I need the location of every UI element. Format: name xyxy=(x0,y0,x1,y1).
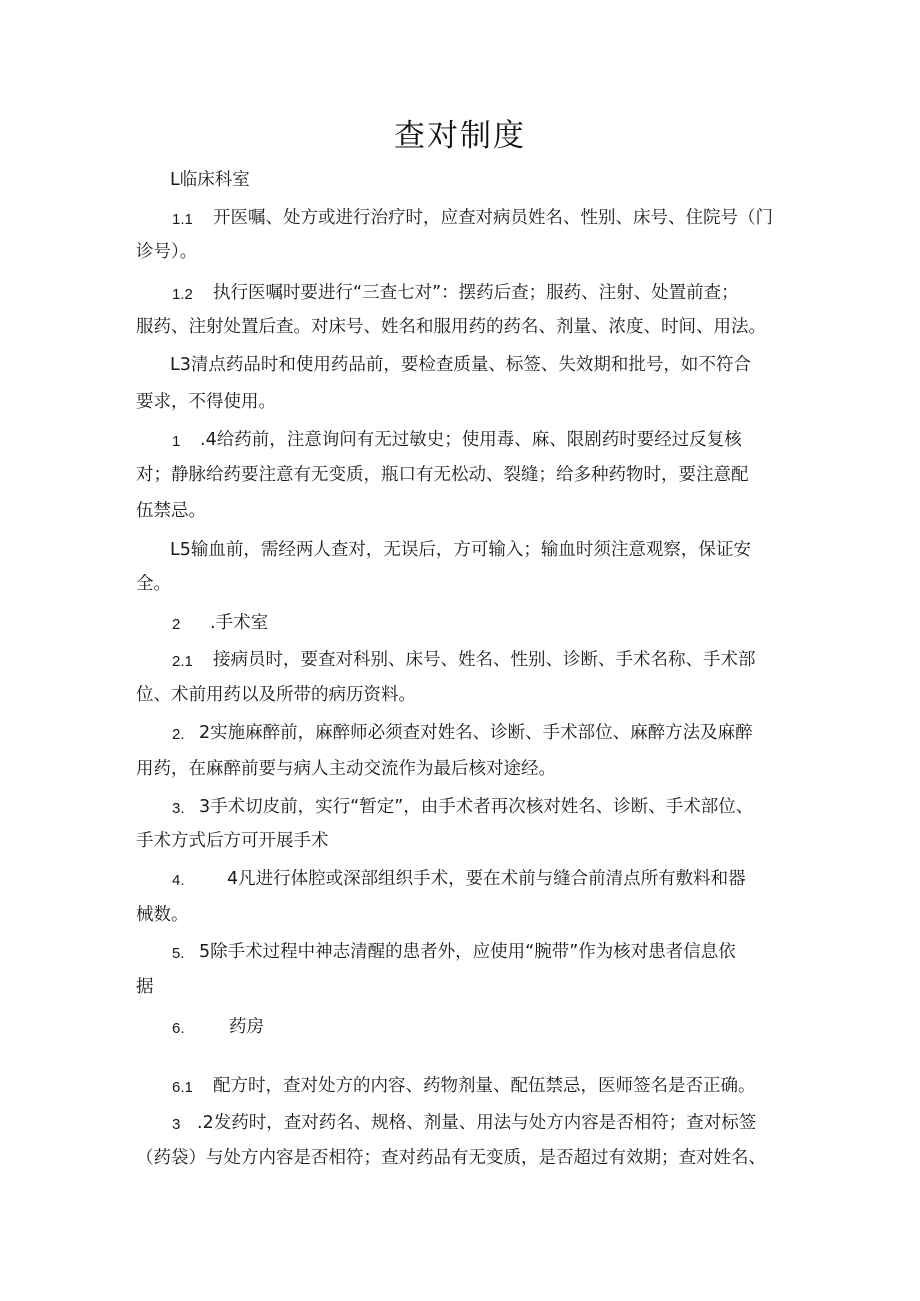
item-number: 1.2 xyxy=(172,286,193,303)
item-number: 1.1 xyxy=(172,211,193,228)
paragraph-line: 全。 xyxy=(136,574,171,594)
item-number: 3 xyxy=(172,1116,181,1133)
item-number: 4. xyxy=(172,872,185,889)
paragraph-line: 2实施麻醉前，麻醉师必须查对姓名、诊断、手术部位、麻醉方法及麻醉 xyxy=(199,723,753,743)
paragraph-line: 配方时，查对处方的内容、药物剂量、配伍禁忌，医师签名是否正确。 xyxy=(213,1076,756,1096)
paragraph-line: .4给药前，注意询问有无过敏史；使用毒、麻、限剧药时要经过反复核 xyxy=(200,430,742,450)
item-number: 6.1 xyxy=(172,1079,193,1096)
paragraph-line: .2发药时，查对药名、规格、剂量、用法与处方内容是否相符；查对标签 xyxy=(197,1113,757,1133)
paragraph-line: 位、术前用药以及所带的病历资料。 xyxy=(136,685,416,705)
section-heading-pharmacy: 药房 xyxy=(229,1017,264,1037)
section-number: 6. xyxy=(172,1020,185,1037)
paragraph-line: L5输血前，需经两人查对，无误后，方可输入；输血时须注意观察，保证安 xyxy=(170,540,751,560)
section-heading-clinical: L临床科室 xyxy=(170,170,250,190)
item-number: 5. xyxy=(172,945,185,962)
paragraph-line: 5除手术过程中神志清醒的患者外，应使用“腕带”作为核对患者信息依 xyxy=(199,942,736,962)
item-number: 2. xyxy=(172,726,185,743)
paragraph-line: 诊号）。 xyxy=(136,242,198,262)
paragraph-line: 执行医嘱时要进行“三查七对”：摆药后查；服药、注射、处置前查； xyxy=(213,283,739,303)
paragraph-line: 据 xyxy=(136,977,154,997)
paragraph-line: 用药，在麻醉前要与病人主动交流作为最后核对途经。 xyxy=(136,759,556,779)
paragraph-line: 伍禁忌。 xyxy=(136,501,206,521)
page-title: 查对制度 xyxy=(394,118,526,154)
section-heading-operating-room: .手术室 xyxy=(210,613,269,633)
section-number: 2 xyxy=(172,616,181,633)
item-number: 3. xyxy=(172,800,185,817)
paragraph-line: 服药、注射处置后查。对床号、姓名和服用药的药名、剂量、浓度、时间、用法。 xyxy=(136,317,766,337)
item-number: 2.1 xyxy=(172,653,193,670)
paragraph-line: 开医嘱、处方或进行治疗时，应查对病员姓名、性别、床号、住院号（门 xyxy=(213,208,773,228)
paragraph-line: （药袋）与处方内容是否相符；查对药品有无变质，是否超过有效期；查对姓名、 xyxy=(136,1148,766,1168)
paragraph-line: 3手术切皮前，实行“暂定”，由手术者再次核对姓名、诊断、手术部位、 xyxy=(199,797,754,817)
paragraph-line: 4凡进行体腔或深部组织手术，要在术前与缝合前清点所有敷料和器 xyxy=(227,869,746,889)
paragraph-line: 对；静脉给药要注意有无变质，瓶口有无松动、裂缝；给多种药物时，要注意配 xyxy=(136,465,749,485)
paragraph-line: 械数。 xyxy=(136,905,189,925)
paragraph-line: L3清点药品时和使用药品前，要检查质量、标签、失效期和批号，如不符合 xyxy=(170,355,751,375)
paragraph-line: 接病员时，要查对科别、床号、姓名、性别、诊断、手术名称、手术部 xyxy=(213,650,756,670)
paragraph-line: 要求，不得使用。 xyxy=(136,392,276,412)
item-number: 1 xyxy=(172,433,181,450)
paragraph-line: 手术方式后方可开展手术 xyxy=(136,831,329,851)
